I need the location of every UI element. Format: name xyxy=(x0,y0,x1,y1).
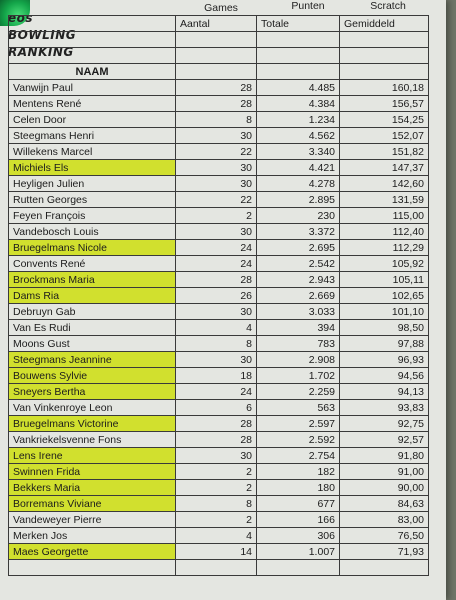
scratch-average: 112,29 xyxy=(340,240,429,256)
total-points: 1.702 xyxy=(257,368,340,384)
player-name: Bruegelmans Victorine xyxy=(9,416,176,432)
games-count: 28 xyxy=(176,272,257,288)
blank-row xyxy=(9,560,429,576)
player-name: Heyligen Julien xyxy=(9,176,176,192)
scratch-average: 94,13 xyxy=(340,384,429,400)
total-points: 166 xyxy=(257,512,340,528)
games-count: 2 xyxy=(176,208,257,224)
games-count: 2 xyxy=(176,480,257,496)
table-row xyxy=(9,224,429,240)
total-points: 2.592 xyxy=(257,432,340,448)
table-row xyxy=(9,176,429,192)
games-count: 24 xyxy=(176,256,257,272)
total-points: 394 xyxy=(257,320,340,336)
player-name: Moons Gust xyxy=(9,336,176,352)
player-name: Michiels Els xyxy=(9,160,176,176)
player-name: Steegmans Jeannine xyxy=(9,352,176,368)
blank-row xyxy=(9,48,429,64)
scratch-average: 83,00 xyxy=(340,512,429,528)
player-name: Mentens René xyxy=(9,96,176,112)
player-name: Borremans Viviane xyxy=(9,496,176,512)
logo-line-1: eos xyxy=(8,11,34,25)
table-row xyxy=(9,288,429,304)
table-row xyxy=(9,400,429,416)
scratch-average: 98,50 xyxy=(340,320,429,336)
table-row xyxy=(9,528,429,544)
blank-row xyxy=(9,32,429,48)
player-name: Steegmans Henri xyxy=(9,128,176,144)
games-count: 8 xyxy=(176,112,257,128)
scratch-average: 76,50 xyxy=(340,528,429,544)
player-name: Brockmans Maria xyxy=(9,272,176,288)
player-name: Vankriekelsvenne Fons xyxy=(9,432,176,448)
player-name: Vandeweyer Pierre xyxy=(9,512,176,528)
scratch-average: 91,80 xyxy=(340,448,429,464)
name-header-row xyxy=(9,64,429,80)
total-points: 2.542 xyxy=(257,256,340,272)
scratch-average: 156,57 xyxy=(340,96,429,112)
total-points: 2.754 xyxy=(257,448,340,464)
total-points: 4.278 xyxy=(257,176,340,192)
games-count: 28 xyxy=(176,416,257,432)
table-row xyxy=(9,544,429,560)
table-row xyxy=(9,448,429,464)
total-points: 2.597 xyxy=(257,416,340,432)
player-name: Rutten Georges xyxy=(9,192,176,208)
player-name: Swinnen Frida xyxy=(9,464,176,480)
games-count: 8 xyxy=(176,336,257,352)
ranking-table xyxy=(8,15,429,576)
games-count: 28 xyxy=(176,80,257,96)
player-name: Debruyn Gab xyxy=(9,304,176,320)
table-row xyxy=(9,352,429,368)
player-name: Merken Jos xyxy=(9,528,176,544)
games-count: 4 xyxy=(176,528,257,544)
games-count: 28 xyxy=(176,432,257,448)
table-row xyxy=(9,416,429,432)
scratch-average: 115,00 xyxy=(340,208,429,224)
table-row xyxy=(9,160,429,176)
player-name: Bouwens Sylvie xyxy=(9,368,176,384)
naam-header: NAAM xyxy=(9,64,176,80)
scratch-average: 97,88 xyxy=(340,336,429,352)
logo-line-3: RANKING xyxy=(8,45,74,59)
scratch-average: 105,92 xyxy=(340,256,429,272)
player-name: Dams Ria xyxy=(9,288,176,304)
total-points: 783 xyxy=(257,336,340,352)
total-points: 2.908 xyxy=(257,352,340,368)
table-row xyxy=(9,480,429,496)
player-name: Feyen François xyxy=(9,208,176,224)
table-row xyxy=(9,112,429,128)
table-row xyxy=(9,336,429,352)
scratch-average: 147,37 xyxy=(340,160,429,176)
table-row xyxy=(9,512,429,528)
scratch-average: 90,00 xyxy=(340,480,429,496)
total-points: 3.340 xyxy=(257,144,340,160)
games-count: 30 xyxy=(176,352,257,368)
total-points: 230 xyxy=(257,208,340,224)
total-points: 2.669 xyxy=(257,288,340,304)
scratch-average: 92,75 xyxy=(340,416,429,432)
total-points: 2.943 xyxy=(257,272,340,288)
table-row xyxy=(9,272,429,288)
total-points: 2.695 xyxy=(257,240,340,256)
scratch-average: 96,93 xyxy=(340,352,429,368)
scratch-average: 91,00 xyxy=(340,464,429,480)
games-count: 28 xyxy=(176,96,257,112)
player-name: Lens Irene xyxy=(9,448,176,464)
games-count: 24 xyxy=(176,384,257,400)
table-row xyxy=(9,464,429,480)
games-count: 22 xyxy=(176,192,257,208)
table-row xyxy=(9,432,429,448)
games-count: 26 xyxy=(176,288,257,304)
games-count: 24 xyxy=(176,240,257,256)
games-count: 30 xyxy=(176,224,257,240)
scratch-average: 102,65 xyxy=(340,288,429,304)
punten-column-title: Punten xyxy=(291,0,325,12)
table-row xyxy=(9,320,429,336)
scratch-average: 142,60 xyxy=(340,176,429,192)
table-row xyxy=(9,368,429,384)
scratch-average: 152,07 xyxy=(340,128,429,144)
table-row xyxy=(9,192,429,208)
games-count: 30 xyxy=(176,304,257,320)
table-row xyxy=(9,208,429,224)
games-count: 22 xyxy=(176,144,257,160)
table-row xyxy=(9,256,429,272)
scratch-average: 71,93 xyxy=(340,544,429,560)
total-points: 563 xyxy=(257,400,340,416)
total-points: 2.895 xyxy=(257,192,340,208)
total-points: 180 xyxy=(257,480,340,496)
player-name: Vanwijn Paul xyxy=(9,80,176,96)
player-name: Convents René xyxy=(9,256,176,272)
table-row xyxy=(9,80,429,96)
games-count: 2 xyxy=(176,464,257,480)
gemiddeld-header: Gemiddeld xyxy=(340,16,429,32)
scratch-average: 112,40 xyxy=(340,224,429,240)
table-row xyxy=(9,496,429,512)
table-row xyxy=(9,128,429,144)
scratch-average: 84,63 xyxy=(340,496,429,512)
total-points: 3.372 xyxy=(257,224,340,240)
games-column-title: Games xyxy=(204,2,238,14)
total-points: 306 xyxy=(257,528,340,544)
games-count: 14 xyxy=(176,544,257,560)
scratch-average: 160,18 xyxy=(340,80,429,96)
subheader-row xyxy=(9,16,429,32)
total-points: 1.007 xyxy=(257,544,340,560)
games-count: 18 xyxy=(176,368,257,384)
total-points: 4.562 xyxy=(257,128,340,144)
player-name: Van Es Rudi xyxy=(9,320,176,336)
scratch-average: 94,56 xyxy=(340,368,429,384)
totale-header: Totale xyxy=(257,16,340,32)
games-count: 6 xyxy=(176,400,257,416)
player-name: Sneyers Bertha xyxy=(9,384,176,400)
table-row xyxy=(9,96,429,112)
player-name: Bruegelmans Nicole xyxy=(9,240,176,256)
player-name: Celen Door xyxy=(9,112,176,128)
player-name: Willekens Marcel xyxy=(9,144,176,160)
table-row xyxy=(9,144,429,160)
games-count: 30 xyxy=(176,176,257,192)
scratch-average: 105,11 xyxy=(340,272,429,288)
player-name: Van Vinkenroye Leon xyxy=(9,400,176,416)
table-row xyxy=(9,304,429,320)
games-count: 30 xyxy=(176,448,257,464)
games-count: 2 xyxy=(176,512,257,528)
player-name: Vandebosch Louis xyxy=(9,224,176,240)
total-points: 2.259 xyxy=(257,384,340,400)
games-count: 4 xyxy=(176,320,257,336)
total-points: 1.234 xyxy=(257,112,340,128)
scratch-average: 151,82 xyxy=(340,144,429,160)
scratch-average: 93,83 xyxy=(340,400,429,416)
games-count: 30 xyxy=(176,128,257,144)
table-row xyxy=(9,240,429,256)
table-row xyxy=(9,384,429,400)
logo-line-2: BOWLING xyxy=(8,28,77,42)
total-points: 4.485 xyxy=(257,80,340,96)
scratch-average: 131,59 xyxy=(340,192,429,208)
total-points: 4.384 xyxy=(257,96,340,112)
scratch-column-title: Scratch xyxy=(370,0,406,12)
total-points: 4.421 xyxy=(257,160,340,176)
aantal-header: Aantal xyxy=(176,16,257,32)
player-name: Maes Georgette xyxy=(9,544,176,560)
player-name: Bekkers Maria xyxy=(9,480,176,496)
total-points: 3.033 xyxy=(257,304,340,320)
total-points: 182 xyxy=(257,464,340,480)
scratch-average: 101,10 xyxy=(340,304,429,320)
total-points: 677 xyxy=(257,496,340,512)
scratch-average: 154,25 xyxy=(340,112,429,128)
games-count: 30 xyxy=(176,160,257,176)
scratch-average: 92,57 xyxy=(340,432,429,448)
games-count: 8 xyxy=(176,496,257,512)
